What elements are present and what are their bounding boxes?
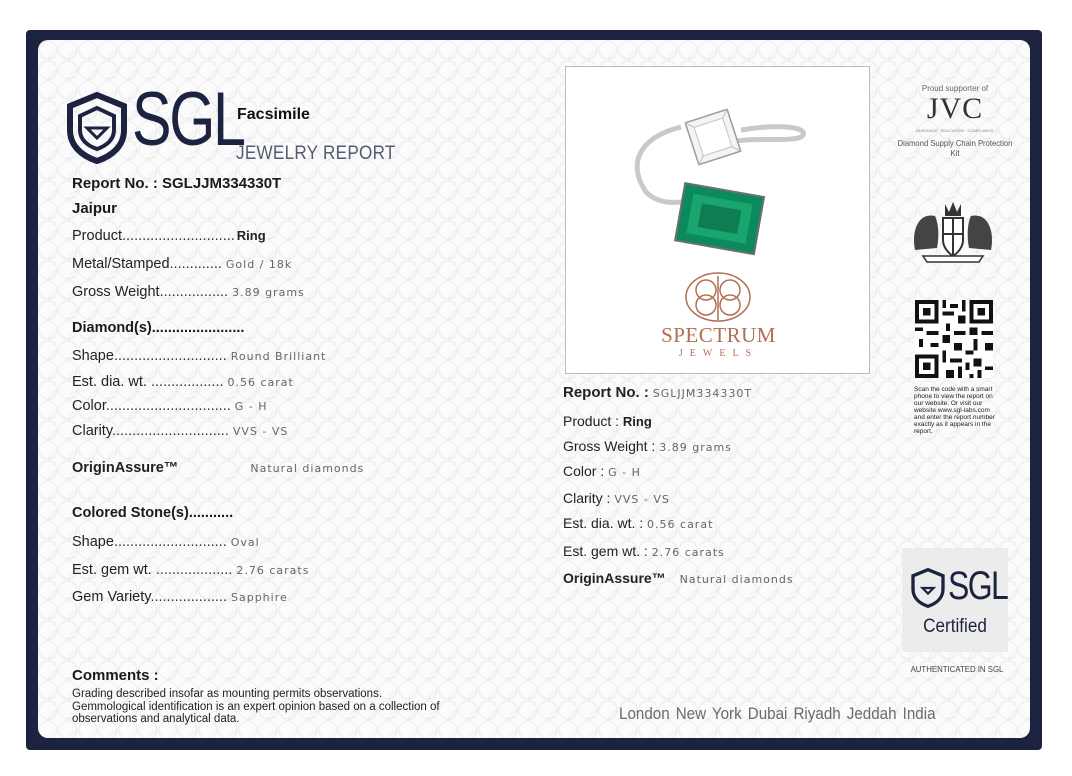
r-origin-label: OriginAssure™ [563, 570, 666, 586]
r-gross-weight-label: Gross Weight : [563, 438, 656, 454]
est-dia-row: Est. dia. wt. .................. 0.56 carat [72, 374, 294, 390]
shape-value: Round Brilliant [230, 350, 327, 363]
r-est-dia-label: Est. dia. wt. : [563, 515, 644, 531]
jvc-tagline: GUIDANCE · EDUCATION · COMPLIANCE [916, 128, 994, 133]
product-photo [565, 66, 870, 374]
est-gem-row: Est. gem wt. ................... 2.76 carats [72, 562, 310, 578]
spectrum-monogram-icon [676, 270, 761, 325]
report-type-title: JEWELRY REPORT [236, 143, 396, 164]
est-gem-label: Est. gem wt. [72, 562, 156, 578]
certified-word: Certified [923, 616, 987, 637]
diamonds-heading: Diamond(s)....................... [72, 320, 245, 336]
certified-sgl-text: SGL [948, 564, 1008, 608]
r-est-dia-value: 0.56 carat [647, 518, 714, 531]
cs-shape-value: Oval [230, 536, 260, 549]
est-dia-label: Est. dia. wt. [72, 374, 151, 390]
color-value: G - H [234, 400, 268, 413]
spectrum-brand-name: SPECTRUM [661, 323, 776, 347]
sgl-shield-icon [66, 92, 128, 164]
jvc-logo: JVC [926, 92, 984, 125]
r-report-no-row [563, 384, 752, 401]
metal-row: Metal/Stamped............. Gold / 18k [72, 256, 293, 272]
gross-weight-row: Gross Weight................. 3.89 grams [72, 284, 305, 300]
color-label: Color [72, 398, 106, 414]
ring-illustration [621, 82, 821, 262]
gem-variety-value: Sapphire [230, 591, 288, 604]
report-number: Report No. : SGLJJM334330T [72, 175, 282, 192]
clarity-value: VVS - VS [232, 425, 289, 438]
shape-row: Shape............................ Round Brilliant [72, 348, 327, 364]
certified-shield-icon [910, 568, 946, 608]
qr-code[interactable] [914, 300, 994, 378]
est-gem-value: 2.76 carats [236, 564, 310, 577]
cs-shape-label: Shape [72, 534, 114, 550]
gem-variety-row: Gem Variety................... Sapphire [72, 589, 288, 605]
facsimile-label: Facsimile [237, 106, 310, 123]
r-report-no-value: SGLJJM334330T [652, 387, 753, 400]
r-color-value: G - H [608, 466, 641, 479]
gross-weight-label: Gross Weight [72, 284, 160, 300]
metal-value: Gold / 18k [225, 258, 293, 271]
sgl-logo-text: SGL [132, 77, 244, 162]
r-product-value: Ring [622, 414, 652, 429]
metal-label: Metal/Stamped [72, 256, 170, 272]
est-dia-value: 0.56 carat [227, 376, 294, 389]
r-gross-weight-row [563, 438, 732, 454]
r-report-no-label: Report No. : [563, 384, 649, 401]
sgl-certified-badge [902, 548, 1008, 652]
office-cities: London New York Dubai Riyadh Jeddah India [619, 705, 936, 723]
jvc-proud-text: Proud supporter of [921, 84, 989, 93]
origin-row [72, 460, 364, 476]
r-est-dia-row [563, 515, 713, 531]
gross-weight-value: 3.89 grams [232, 286, 305, 299]
qr-instructions: Scan the code with a smart phone to view the report on our website. Or visit our website www.sgl-labs.com and enter the report number exactly as it appears in the report. [914, 386, 995, 435]
jvc-kit-text: Diamond Supply Chain Protection Kit [897, 138, 1013, 158]
city-label: Jaipur [72, 200, 118, 217]
clarity-label: Clarity [72, 423, 113, 439]
r-clarity-label: Clarity : [563, 490, 611, 506]
clarity-row: Clarity............................. VVS - VS [72, 423, 289, 439]
spectrum-brand-sub: JEWELS [678, 348, 759, 359]
comments-text: Grading described insofar as mounting permits observations. Gemmological identification is an expert opinion based on a collection of observations and analytical data. [72, 688, 440, 725]
color-row: Color............................... G - H [72, 398, 268, 414]
gem-variety-label: Gem Variety [72, 589, 151, 605]
r-product-label: Product : [563, 413, 620, 429]
shape-label: Shape [72, 348, 114, 364]
r-color-label: Color : [563, 463, 605, 479]
r-est-gem-value: 2.76 carats [651, 546, 725, 559]
r-est-gem-label: Est. gem wt. : [563, 543, 648, 559]
cs-shape-row: Shape............................ Oval [72, 534, 260, 550]
r-product-row [563, 413, 652, 429]
r-origin-value: Natural diamonds [679, 573, 794, 586]
r-clarity-value: VVS - VS [614, 493, 670, 506]
royal-crest-icon [905, 190, 1001, 266]
r-gross-weight-value: 3.89 grams [659, 441, 732, 454]
comments-title: Comments : [72, 667, 159, 684]
colored-stones-heading: Colored Stone(s)........... [72, 505, 234, 521]
r-clarity-row [563, 490, 670, 506]
product-value: Ring [236, 228, 266, 243]
r-color-row [563, 463, 641, 479]
r-origin-row [563, 570, 794, 586]
origin-label: OriginAssure™ [72, 460, 179, 476]
origin-value: Natural diamonds [250, 462, 365, 475]
product-label: Product [72, 228, 122, 244]
r-est-gem-row [563, 543, 725, 559]
authenticated-text: AUTHENTICATED IN SGL [910, 664, 1004, 674]
product-row: Product............................ Ring [72, 228, 266, 244]
